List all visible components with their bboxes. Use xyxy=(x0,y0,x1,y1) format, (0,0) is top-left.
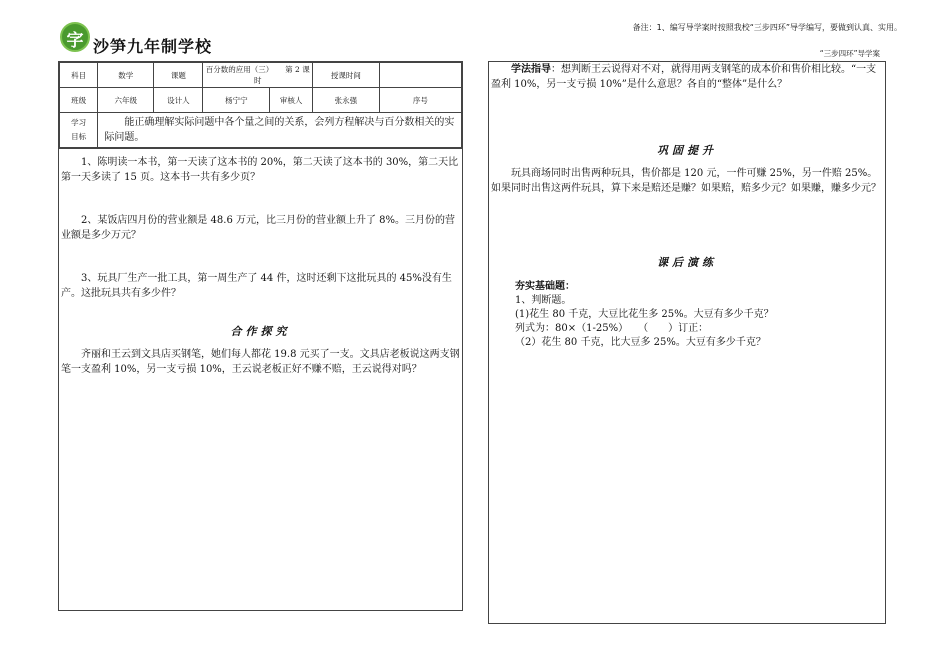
reviewer-label: 审核人 xyxy=(270,88,313,113)
school-logo: 字 xyxy=(60,22,90,52)
guide-label: 学法指导 xyxy=(511,64,551,75)
reviewer-value: 张永强 xyxy=(313,88,380,113)
basic-label: 夯实基础题： xyxy=(515,281,575,292)
subject-label: 科目 xyxy=(60,63,98,88)
topic-value: 百分数的应用（三） xyxy=(205,65,274,74)
question-2: 2、某饭店四月份的营业额是 48.6 万元，比三月份的营业额上升了 8%。三月份的营业额是多少万元？ xyxy=(61,215,456,241)
info-table xyxy=(59,62,462,148)
guide-text: ：想判断王云说得对不对，就得用两支钢笔的成本价和售价相比较。“一支盈利 10%，另一支亏损 10%”是什么意思？各自的“整体”是什么？ xyxy=(491,64,877,90)
left-panel xyxy=(58,61,463,611)
question-3: 3、玩具厂生产一批工具，第一周生产了 44 件，这时还剩下这批玩具的 45%没有生产。这批玩具共有多少件？ xyxy=(61,273,452,299)
serial-cell xyxy=(379,88,461,113)
grade-label: 班级 xyxy=(60,88,98,113)
question-1: 1、陈明读一本书，第一天读了这本书的 20%，第二天读了这本书的 30%，第二天比第一天多读了 15 页。这本书一共有多少页？ xyxy=(61,157,459,183)
topic-cell xyxy=(203,63,313,88)
designer-value: 杨宁宁 xyxy=(203,88,270,113)
time-label: 授课时间 xyxy=(313,63,380,88)
school-name: 沙笋九年制学校 xyxy=(93,37,213,56)
topic-label: 课题 xyxy=(154,63,203,88)
doc-subtitle: “三步四环”导学案 xyxy=(819,49,880,58)
right-panel xyxy=(488,61,886,624)
period-value: 第 2 课时 xyxy=(253,65,310,85)
practice-heading: 课后演练 xyxy=(657,256,717,269)
subject-value: 数学 xyxy=(98,63,154,88)
time-value xyxy=(379,63,461,88)
goal-label-line1: 学习 xyxy=(71,118,87,127)
practice-item-2: (1)花生 80 千克，大豆比花生多 25%。大豆有多少千克？ xyxy=(515,309,774,320)
consolidate-heading: 巩固提升 xyxy=(657,144,717,157)
coop-heading: 合作探究 xyxy=(230,325,291,338)
practice-item-4: （2）花生 80 千克，比大豆多 25%。大豆有多少千克？ xyxy=(515,337,766,348)
goal-text: 能正确理解实际问题中各个量之间的关系，会列方程解决与百分数相关的实际问题。 xyxy=(98,113,462,148)
coop-text: 齐丽和王云到文具店买钢笔，她们每人都花 19.8 元买了一支。文具店老板说这两支钢笔一支盈利 10%，另一支亏损 10%，王云说老板正好不赚不赔，王云说得对吗？ xyxy=(61,349,460,375)
header-note: 备注：1、编写导学案时按照我校“三步四环”导学编写，要做到认真、实用。 xyxy=(632,23,902,32)
practice-item-1: 1、判断题。 xyxy=(515,295,572,306)
consolidate-text: 玩具商场同时出售两种玩具，售价都是 120 元，一件可赚 25%，另一件赔 25%。如果同时出售这两件玩具，算下来是赔还是赚？如果赔，赔多少元？如果赚，赚多少元？ xyxy=(491,168,881,194)
designer-label: 设计人 xyxy=(154,88,203,113)
goal-label xyxy=(60,113,98,148)
serial-label: 序号 xyxy=(412,95,428,105)
guide-paragraph xyxy=(489,62,885,92)
grade-value: 六年级 xyxy=(98,88,154,113)
goal-label-line2: 目标 xyxy=(71,132,87,141)
practice-item-3: 列式为：80×（1-25%） （ ）订正： xyxy=(515,323,709,334)
